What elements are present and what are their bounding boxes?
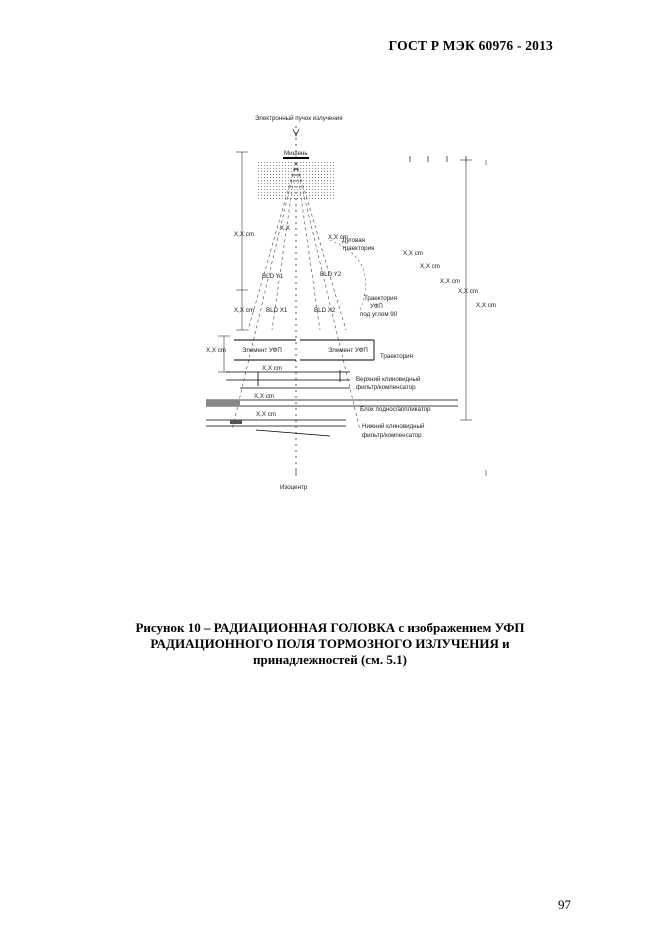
arc-trajectory-label: траектория bbox=[342, 245, 375, 252]
lower-wedge-label: Нижний клиновидный bbox=[362, 423, 425, 430]
dimension-label: X,X cm bbox=[440, 278, 460, 285]
ufp-element-right-label: Элемент УФП bbox=[328, 347, 368, 354]
dimension-label: X,X cm bbox=[234, 307, 254, 314]
bld-y2-label: BLD Y2 bbox=[320, 271, 342, 278]
right-dimensions bbox=[460, 160, 486, 476]
arc-trajectory-label: Дуговая bbox=[342, 237, 365, 244]
dimension-label: X,X cm bbox=[262, 365, 282, 372]
beam-label: Электронный пучок излучения bbox=[255, 115, 343, 122]
dimension-label: X,X cm bbox=[328, 234, 348, 241]
dimension-label: X,X cm bbox=[254, 393, 274, 400]
upper-wedge-label: фильтр/компенсатор bbox=[356, 384, 416, 391]
trajectory-90-label: УФП bbox=[370, 303, 383, 310]
target-label: Мишень bbox=[284, 150, 308, 157]
dimension-label: X,X cm bbox=[420, 263, 440, 270]
dimension-label: X,X cm bbox=[206, 347, 226, 354]
document-header: ГОСТ Р МЭК 60976 - 2013 bbox=[388, 38, 553, 53]
upper-wedge bbox=[226, 370, 350, 388]
figure-caption bbox=[60, 620, 600, 668]
dimension-label: X,X cm bbox=[458, 288, 478, 295]
tray-label: Блок поднос/аппликатор bbox=[360, 406, 431, 413]
left-dimensions bbox=[218, 152, 248, 372]
bld-x1-label: BLD X1 bbox=[266, 307, 288, 314]
dimension-label: X,X cm bbox=[403, 250, 423, 257]
caption-line: принадлежностей (см. 5.1) bbox=[253, 652, 407, 667]
dimension-label: X,X cm bbox=[234, 231, 254, 238]
top-ticks bbox=[410, 156, 466, 162]
trajectory-90-label: Траектория bbox=[364, 295, 397, 302]
bld-x2-label: BLD X2 bbox=[314, 307, 336, 314]
caption-line: Рисунок 10 – РАДИАЦИОННАЯ ГОЛОВКА с изображением УФП bbox=[135, 620, 525, 635]
ufp-element-left-label: Элемент УФП bbox=[242, 347, 282, 354]
upper-wedge-label: Верхний клиновидный bbox=[356, 376, 421, 383]
caption-line: РАДИАЦИОННОГО ПОЛЯ ТОРМОЗНОГО ИЗЛУЧЕНИЯ и bbox=[150, 636, 510, 651]
dimension-label: X,X bbox=[280, 225, 290, 232]
page-number: 97 bbox=[558, 897, 571, 912]
trajectory-90-label: под углом 90 bbox=[360, 311, 398, 318]
lower-wedge-label: фильтр/компенсатор bbox=[362, 432, 422, 439]
dimension-label: X,X cm bbox=[476, 302, 496, 309]
bld-y1-label: BLD Y1 bbox=[262, 273, 284, 280]
lower-wedge bbox=[206, 420, 346, 436]
trajectory-label: Траектория bbox=[380, 353, 413, 360]
dimension-label: X,X cm bbox=[256, 411, 276, 418]
target-housing bbox=[258, 160, 336, 200]
isocenter-label: Изоцентр bbox=[280, 484, 308, 491]
